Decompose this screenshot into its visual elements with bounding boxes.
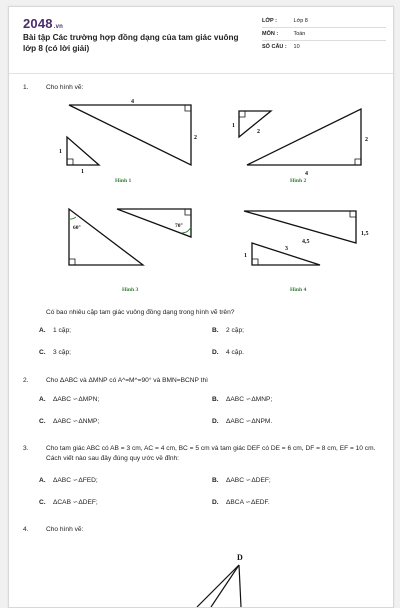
side-label: 1 [244, 253, 247, 259]
option-letter: C. [39, 418, 46, 425]
side-label: 1 [81, 169, 84, 175]
side-label: 1,5 [361, 231, 369, 237]
segment [197, 565, 239, 607]
question-number: 3. [23, 445, 29, 452]
right-angle-mark [239, 111, 245, 117]
meta-key: LỚP : [262, 18, 277, 24]
meta-class [262, 18, 308, 24]
option-c[interactable] [39, 349, 71, 356]
right-angle-mark [67, 159, 73, 165]
question-number: 1. [23, 84, 29, 91]
option-letter: B. [212, 477, 219, 484]
right-angle-mark [355, 159, 361, 165]
meta-key: MÔN : [262, 31, 279, 37]
triangle-left [69, 209, 143, 265]
header-divider [9, 73, 393, 74]
right-angle-mark [252, 259, 258, 265]
angle-label: 60° [73, 225, 81, 231]
option-letter: C. [39, 499, 46, 506]
divider [262, 27, 386, 28]
option-c[interactable] [39, 417, 99, 425]
figure-caption: Hình 1 [115, 178, 132, 184]
right-angle-mark [185, 105, 191, 111]
option-b[interactable] [212, 327, 244, 334]
divider [262, 40, 386, 41]
option-letter: A. [39, 396, 46, 403]
side-label: 2 [365, 137, 368, 143]
figure-caption: Hình 2 [290, 178, 307, 184]
page-title: Bài tập Các trường hợp đồng dạng của tam giác vuông lớp 8 (có lời giải) [23, 33, 239, 53]
figure-caption: Hình 4 [290, 287, 307, 293]
figure-question-4 [179, 547, 279, 607]
option-text: ΔABC ∽ΔDEF; [226, 477, 271, 484]
option-letter: B. [212, 396, 219, 403]
question-text: Cho ΔABC và ΔMNP có A^=M^=90° và BMN=BCNP thì [46, 377, 208, 384]
option-b[interactable] [212, 476, 271, 484]
meta-value: Lớp 8 [293, 18, 308, 24]
side-label: 3 [285, 246, 288, 252]
option-d[interactable] [212, 498, 270, 506]
option-text: ΔCAB ∽ΔDEF; [53, 499, 98, 506]
side-label: 4,5 [302, 239, 310, 245]
option-d[interactable] [212, 349, 244, 356]
option-letter: C. [39, 349, 46, 356]
figure-hinh-3 [59, 203, 199, 275]
question-text: Cho hình vẽ: [46, 526, 84, 533]
right-angle-mark [69, 259, 75, 265]
meta-value: 10 [293, 44, 300, 50]
option-letter: D. [212, 418, 219, 425]
question-text: Cho hình vẽ: [46, 84, 84, 91]
vertex-label: D [237, 553, 243, 562]
angle-arc [182, 227, 191, 233]
option-a[interactable] [39, 476, 98, 484]
triangle-large [244, 211, 356, 243]
figure-hinh-2 [229, 103, 379, 181]
option-a[interactable] [39, 327, 71, 334]
option-text: ΔABC ∽ΔNPM. [226, 418, 273, 425]
option-text: ΔABC ∽ΔMNP; [226, 396, 273, 403]
meta-key: SỐ CÂU : [262, 44, 287, 50]
angle-label: 70° [175, 223, 183, 229]
meta-question-count [262, 44, 300, 50]
segment [211, 565, 239, 607]
triangle-small [239, 111, 271, 137]
option-text: 2 cặp; [226, 327, 244, 334]
option-text: 3 cặp; [53, 349, 71, 356]
question-text: Có bao nhiêu cặp tam giác vuông đồng dạng trong hình vẽ trên? [46, 309, 235, 316]
option-d[interactable] [212, 417, 272, 425]
triangle-large [69, 105, 191, 165]
option-text: ΔABC ∽ΔFED; [53, 477, 98, 484]
figure-caption: Hình 3 [122, 287, 139, 293]
figure-hinh-4 [234, 203, 384, 275]
option-b[interactable] [212, 395, 272, 403]
option-letter: A. [39, 477, 46, 484]
meta-subject [262, 31, 305, 37]
site-logo[interactable]: 2048.vn [23, 16, 64, 31]
option-a[interactable] [39, 395, 99, 403]
side-label: 4 [305, 171, 308, 177]
option-letter: D. [212, 349, 219, 356]
segment [239, 565, 241, 607]
right-angle-mark [350, 211, 356, 217]
triangle-small [67, 137, 99, 165]
meta-value: Toán [293, 31, 306, 37]
option-text: 1 cặp; [53, 327, 71, 334]
option-c[interactable] [39, 498, 98, 506]
option-text: 4 cặp. [226, 349, 244, 356]
side-label: 2 [194, 135, 197, 141]
option-text: ΔABC ∽ΔNMP; [53, 418, 100, 425]
worksheet-page [8, 6, 394, 608]
option-letter: B. [212, 327, 219, 334]
figure-hinh-1 [49, 97, 199, 179]
question-number: 2. [23, 377, 29, 384]
question-number: 4. [23, 526, 29, 533]
side-label: 4 [131, 99, 134, 105]
option-text: ΔABC ∽ΔMPN; [53, 396, 100, 403]
right-angle-mark [185, 209, 191, 215]
option-letter: A. [39, 327, 46, 334]
option-letter: D. [212, 499, 219, 506]
angle-arc [69, 217, 76, 219]
side-label: 2 [257, 129, 260, 135]
side-label: 1 [232, 123, 235, 129]
question-text: Cho tam giác ABC có AB = 3 cm, AC = 4 cm, BC = 5 cm và tam giác DEF có DE = 6 cm, DF = 8 cm, EF = 10 cm. Cách viết nào sau đây đúng quy ước về đỉnh: [46, 445, 376, 462]
side-label: 1 [59, 149, 62, 155]
option-text: ΔBCA ∽ΔEDF. [226, 499, 270, 506]
